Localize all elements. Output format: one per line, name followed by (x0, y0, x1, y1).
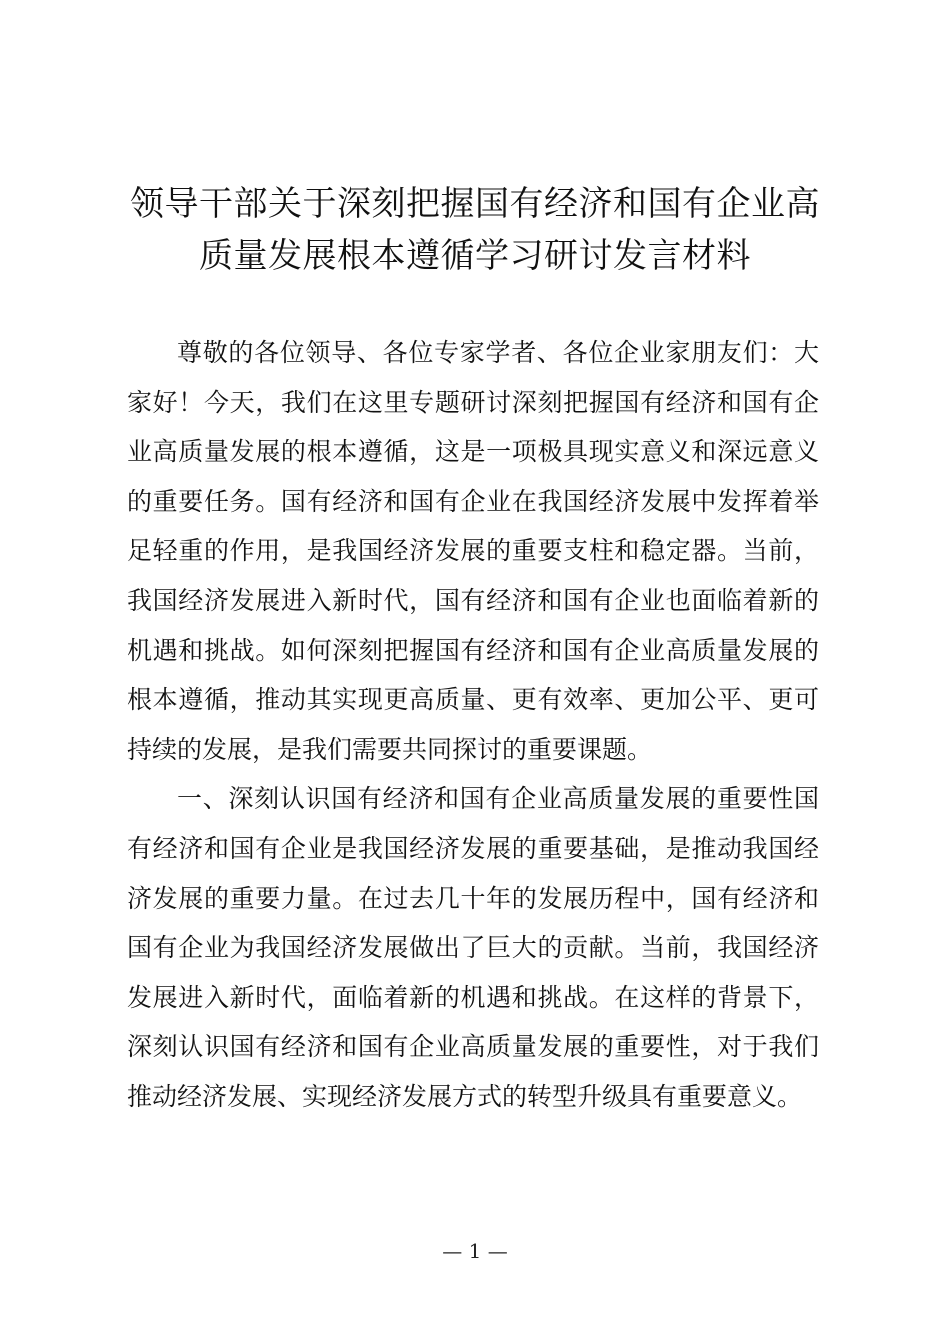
title-line-2: 质量发展根本遵循学习研讨发言材料 (199, 236, 751, 276)
opening-paragraph: 尊敬的各位领导、各位专家学者、各位企业家朋友们：大家好！今天，我们在这里专题研讨深刻把握国有经济和国有企业高质量发展的根本遵循，这是一项极具现实意义和深远意义的重要任务。国有经济和国有企业在我国经济发展中发挥着举足轻重的作用，是我国经济发展的重要支柱和稳定器。当前，我国经济发展进入新时代，国有经济和国有企业也面临着新的机遇和挑战。如何深刻把握国有经济和国有企业高质量发展的根本遵循，推动其实现更高质量、更有效率、更加公平、更可持续的发展，是我们需要共同探讨的重要课题。 (127, 338, 819, 764)
page-number: — 1 — (442, 1239, 508, 1263)
section-one-paragraph: 一、深刻认识国有经济和国有企业高质量发展的重要性国有经济和国有企业是我国经济发展的重要基础，是推动我国经济发展的重要力量。在过去几十年的发展历程中，国有经济和国有企业为我国经济发展做出了巨大的贡献。当前，我国经济发展进入新时代，面临着新的机遇和挑战。在这样的背景下，深刻认识国有经济和国有企业高质量发展的重要性，对于我们推动经济发展、实现经济发展方式的转型升级具有重要意义。 (127, 784, 819, 1111)
title-line-1: 领导干部关于深刻把握国有经济和国有企业高 (130, 184, 820, 224)
document-body (127, 328, 819, 1122)
document-title (100, 178, 850, 282)
